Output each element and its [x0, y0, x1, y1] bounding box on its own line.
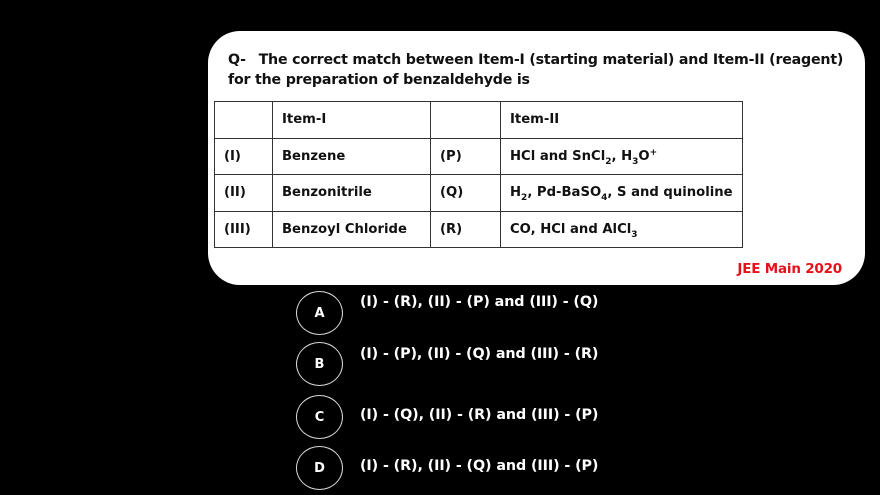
item-i-value: Benzonitrile	[273, 175, 431, 212]
table-row	[215, 175, 743, 212]
option-letter-circle[interactable]: D	[296, 446, 343, 490]
option-text[interactable]: (I) - (R), (II) - (P) and (III) - (Q)	[360, 294, 599, 310]
row-label-ii: (R)	[431, 211, 501, 248]
match-table	[214, 101, 743, 248]
option-b[interactable]	[296, 340, 599, 388]
header-cell	[431, 102, 501, 139]
question-line-2: for the preparation of benzaldehyde is	[228, 72, 530, 88]
table-header-row	[215, 102, 743, 139]
row-label-ii: (P)	[431, 138, 501, 175]
row-label-i: (II)	[215, 175, 273, 212]
option-a[interactable]	[296, 289, 599, 337]
item-i-value: Benzene	[273, 138, 431, 175]
table-row	[215, 211, 743, 248]
row-label-i: (I)	[215, 138, 273, 175]
header-cell	[215, 102, 273, 139]
exam-source-label: JEE Main 2020	[737, 261, 842, 277]
question-card	[208, 31, 865, 285]
question-prefix: Q-	[228, 52, 246, 68]
item-ii-value: $H_2$, Pd-BaSO$_4$, S and quinoline	[501, 175, 743, 212]
option-letter-circle[interactable]: B	[296, 342, 343, 386]
option-d[interactable]	[296, 444, 599, 492]
header-item-ii: Item-II	[501, 102, 743, 139]
option-text[interactable]: (I) - (Q), (II) - (R) and (III) - (P)	[360, 407, 599, 423]
option-text[interactable]: (I) - (P), (II) - (Q) and (III) - (R)	[360, 346, 599, 362]
option-text[interactable]: (I) - (R), (II) - (Q) and (III) - (P)	[360, 458, 599, 474]
question-line-1: The correct match between Item-I (starting material) and Item-II (reagent)	[258, 52, 844, 68]
item-i-value: Benzoyl Chloride	[273, 211, 431, 248]
item-ii-value: CO, HCl and AlCl$_3$	[501, 211, 743, 248]
table-row	[215, 138, 743, 175]
header-item-i: Item-I	[273, 102, 431, 139]
row-label-i: (III)	[215, 211, 273, 248]
question-text	[228, 50, 858, 90]
option-c[interactable]	[296, 393, 599, 441]
option-letter-circle[interactable]: C	[296, 395, 343, 439]
row-label-ii: (Q)	[431, 175, 501, 212]
item-ii-value: HCl and SnCl$_2$, $H_3O^+$	[501, 138, 743, 175]
option-letter-circle[interactable]: A	[296, 291, 343, 335]
